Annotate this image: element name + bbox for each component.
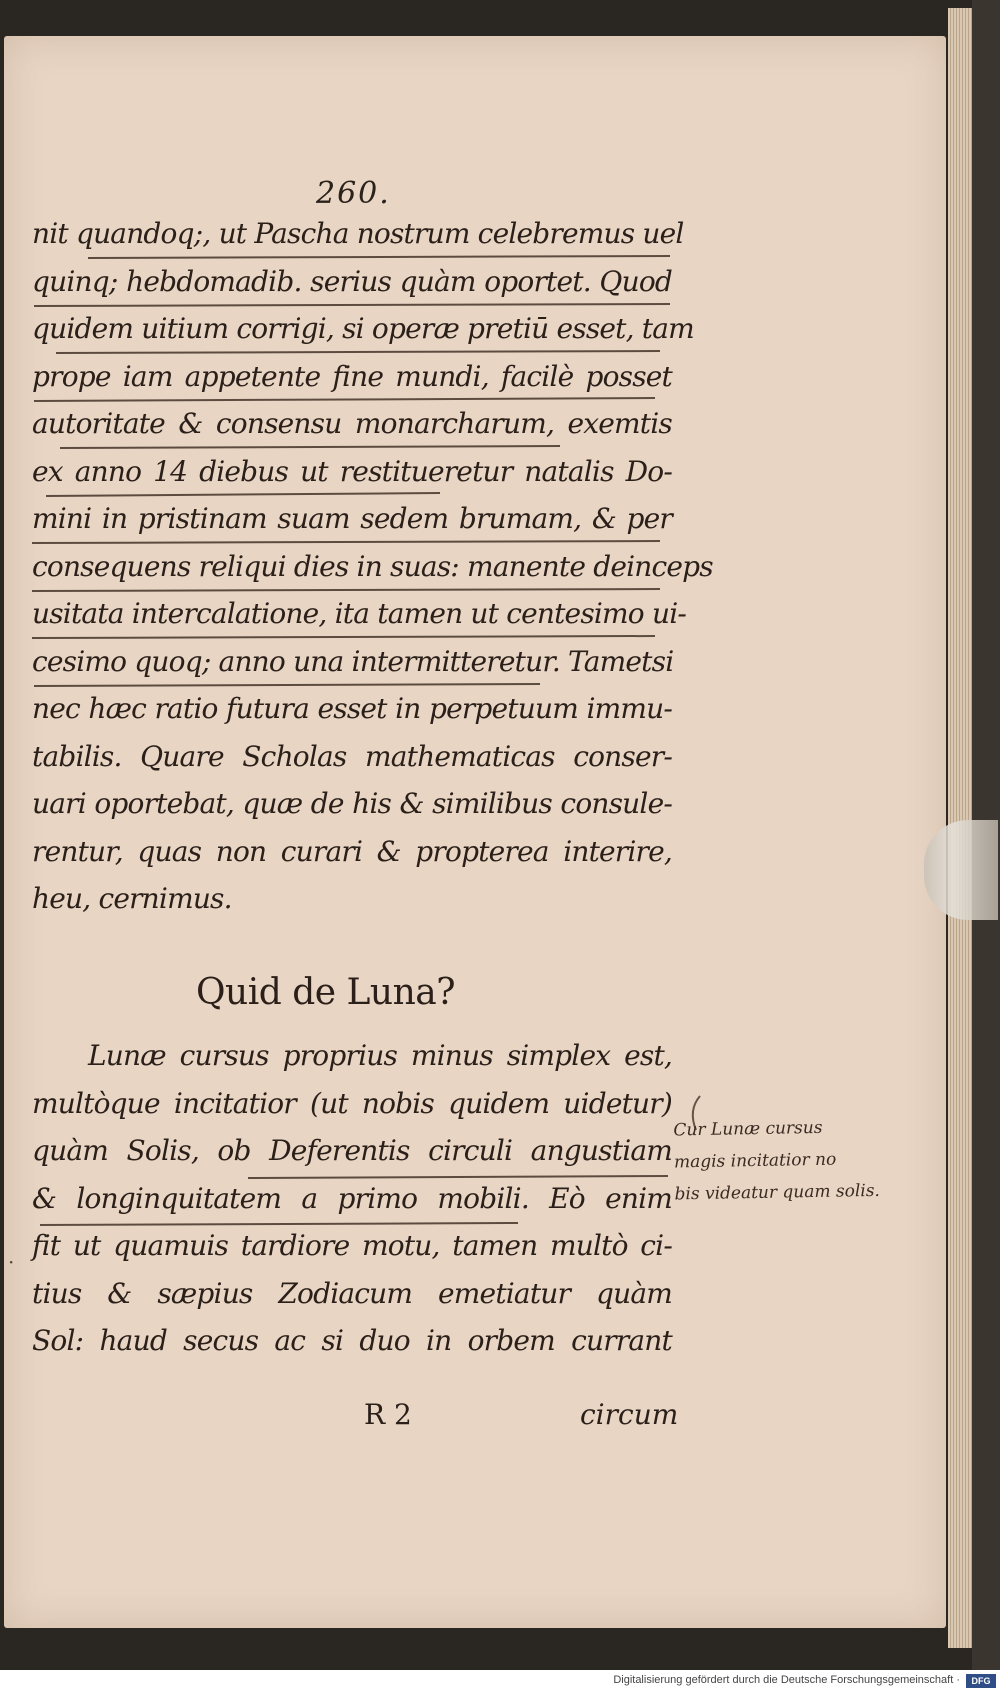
text-line: tabilis. Quare Scholas mathematicas conser- xyxy=(32,739,672,773)
text-line: Lunæ cursus proprius minus simplex est, xyxy=(88,1039,672,1072)
text-line: Sol: haud secus ac si duo in orbem currant xyxy=(32,1324,672,1357)
text-line: mini in pristinam suam sedem brumam, & per xyxy=(32,502,672,535)
text-line: cesimo quoq; anno una intermitteretur. Tametsi xyxy=(32,644,674,678)
text-line: quidem uitium corrigi, si operæ pretiū esset, tam xyxy=(32,312,694,345)
credit-bar xyxy=(0,1670,1000,1694)
text-line: usitata intercalatione, ita tamen ut centesimo ui- xyxy=(32,597,687,630)
funding-credit: Digitalisierung gefördert durch die Deutsche Forschungsgemeinschaft · xyxy=(613,1674,960,1686)
page-number: 260. xyxy=(316,176,391,211)
marginal-note-line: bis videatur quam solis. xyxy=(674,1180,881,1205)
text-line: consequens reliqui dies in suas: manente deinceps xyxy=(32,549,713,583)
section-heading: Quid de Luna? xyxy=(196,972,456,1013)
dfg-logo: DFG xyxy=(966,1674,996,1688)
main-text xyxy=(32,210,713,923)
text-line: multòque incitatior (ut nobis quidem uidetur) xyxy=(32,1086,672,1120)
text-line: quàm Solis, ob Deferentis circuli angustiam xyxy=(32,1134,672,1167)
section-text xyxy=(32,1032,672,1365)
text-line: nec hæc ratio futura esset in perpetuum immu- xyxy=(32,692,672,725)
text-line: heu, cernimus. xyxy=(32,882,232,915)
text-line: & longinquitatem a primo mobili. Eò enim xyxy=(32,1181,672,1215)
text-line: uari oportebat, quæ de his & similibus consule- xyxy=(32,787,672,820)
text-line: tius & sæpius Zodiacum emetiatur quàm xyxy=(32,1276,672,1310)
text-line: ex anno 14 diebus ut restitueretur natalis Do- xyxy=(32,454,672,488)
marginal-note-line: Cur Lunæ cursus xyxy=(673,1117,823,1141)
marginal-note-line: magis incitatior no xyxy=(673,1149,837,1173)
signature-mark: R 2 xyxy=(364,1398,412,1431)
text-line: rentur, quas non curari & propterea interire, xyxy=(32,834,672,868)
text-line: nit quandoq;, ut Pascha nostrum celebremus uel xyxy=(32,217,684,250)
text-line: autoritate & consensu monarcharum, exemtis xyxy=(32,407,672,440)
text-line: prope iam appetente fine mundi, facilè posset xyxy=(32,359,672,393)
marginal-note xyxy=(673,1110,955,1211)
text-line: fit ut quamuis tardiore motu, tamen multò ci- xyxy=(32,1229,672,1262)
catchword: circum xyxy=(580,1398,679,1431)
text-line: quinq; hebdomadib. serius quàm oportet. Quod xyxy=(32,264,672,298)
page-clip xyxy=(924,820,998,920)
pen-mark: · xyxy=(8,1250,15,1274)
